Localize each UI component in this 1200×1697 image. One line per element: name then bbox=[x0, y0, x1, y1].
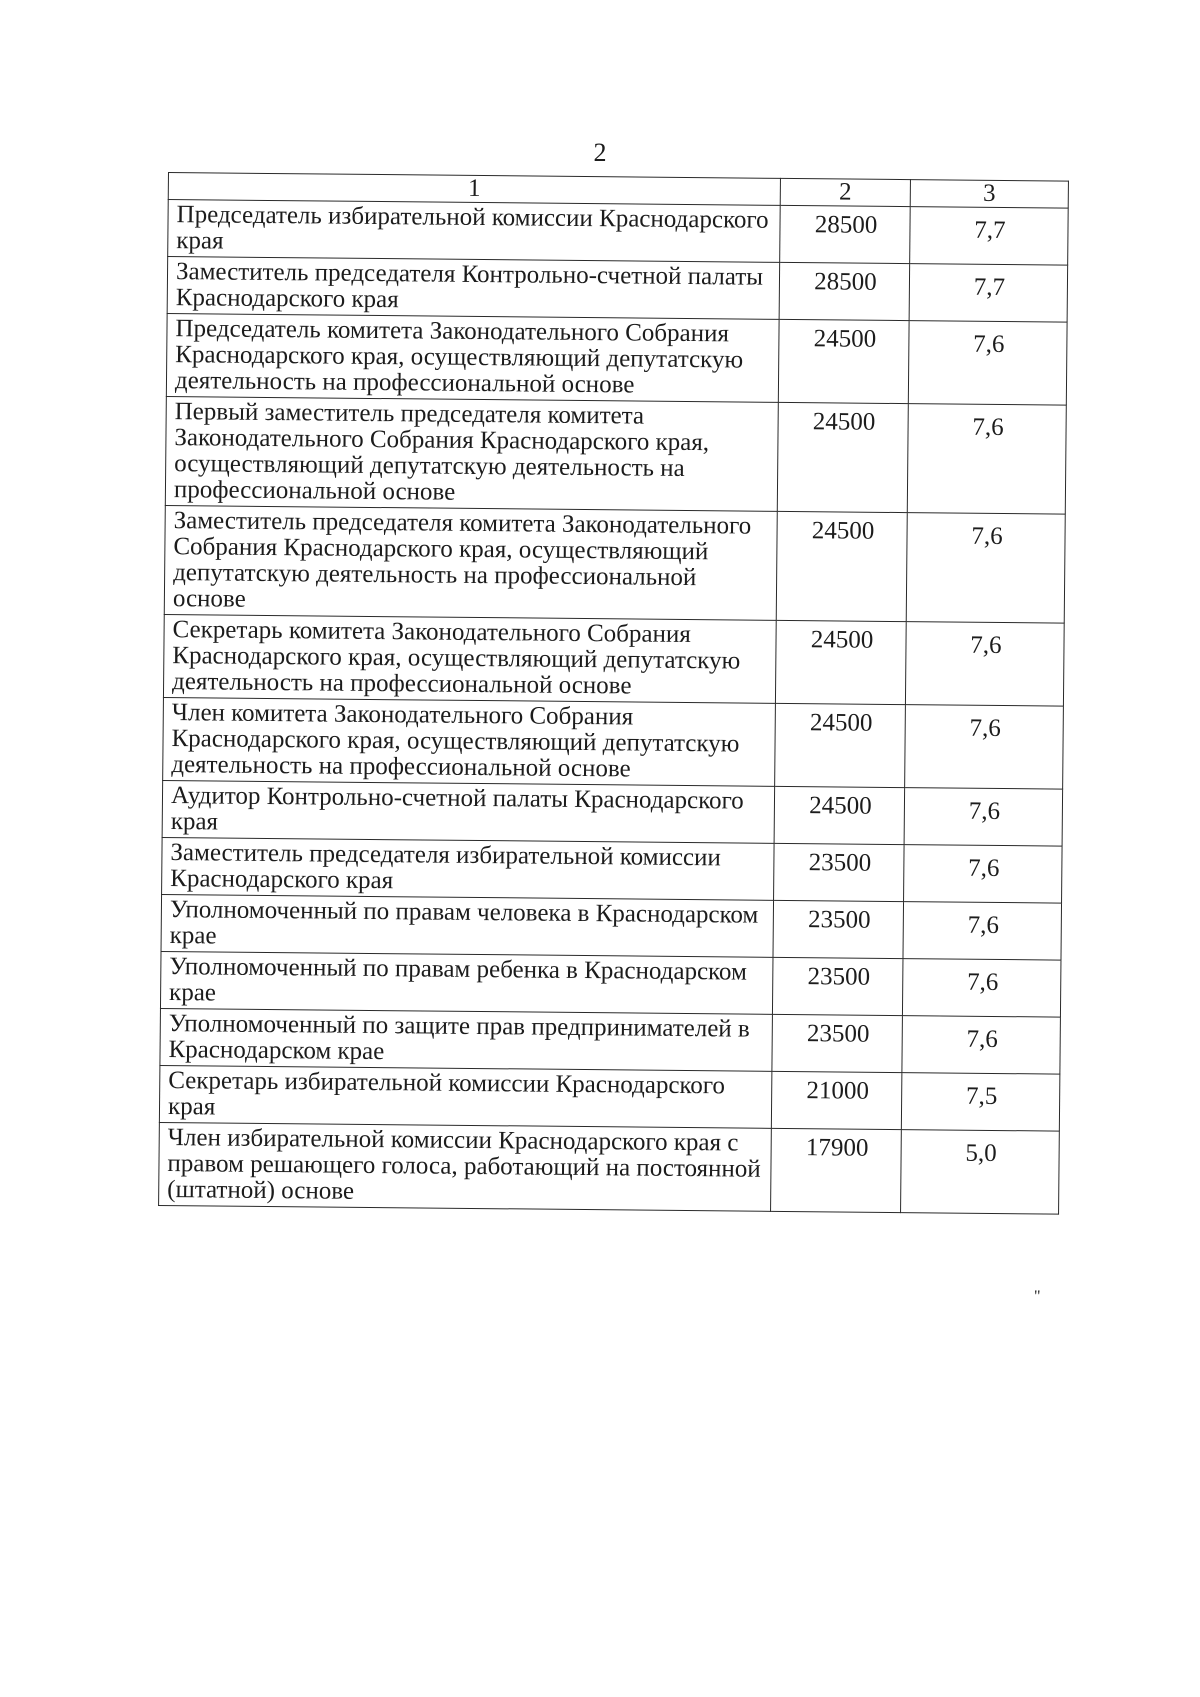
table-row bbox=[166, 313, 1067, 405]
table-row bbox=[165, 396, 1066, 514]
position-cell: Первый заместитель председателя комитета Законодательного Собрания Краснодарского края, осуществляющий депутатскую деятельность на профессиональной основе bbox=[165, 396, 778, 511]
salary-cell: 28500 bbox=[780, 205, 911, 263]
table-row bbox=[167, 257, 1068, 323]
salary-table bbox=[158, 172, 1069, 1215]
table-row bbox=[161, 894, 1062, 960]
salary-cell: 23500 bbox=[774, 843, 905, 901]
salary-cell: 24500 bbox=[775, 620, 906, 704]
coefficient-cell: 7,6 bbox=[904, 845, 1063, 904]
coefficient-cell: 7,6 bbox=[905, 622, 1064, 707]
salary-cell: 24500 bbox=[778, 319, 909, 403]
salary-cell: 24500 bbox=[774, 786, 905, 844]
position-cell: Член комитета Законодательного Собрания Краснодарского края, осуществляющий депутатскую деятельность на профессиональной основе bbox=[163, 697, 776, 786]
table-row bbox=[162, 837, 1063, 903]
table-row bbox=[162, 780, 1063, 846]
position-cell: Секретарь комитета Законодательного Собрания Краснодарского края, осуществляющий депутатскую деятельность на профессиональной основе bbox=[163, 614, 776, 703]
table-row bbox=[159, 1122, 1060, 1214]
column-header-2: 2 bbox=[780, 178, 910, 206]
position-cell: Заместитель председателя комитета Законодательного Собрания Краснодарского края, осуществляющий депутатскую деятельность на профессиональной основе bbox=[164, 505, 777, 620]
coefficient-cell: 7,6 bbox=[906, 513, 1065, 624]
coefficient-cell: 7,6 bbox=[908, 321, 1067, 406]
closing-quote-mark: " bbox=[1034, 1288, 1041, 1305]
coefficient-cell: 7,7 bbox=[910, 207, 1069, 266]
position-cell: Секретарь избирательной комиссии Краснодарского края bbox=[159, 1065, 772, 1128]
table-row bbox=[160, 951, 1061, 1017]
column-header-3: 3 bbox=[910, 180, 1068, 209]
coefficient-cell: 7,6 bbox=[902, 1016, 1061, 1075]
salary-cell: 21000 bbox=[771, 1071, 902, 1129]
position-cell: Член избирательной комиссии Краснодарского края с правом решающего голоса, работающий на постоянной (штатной) основе bbox=[159, 1122, 772, 1211]
page-number: 2 bbox=[593, 138, 607, 167]
table-row bbox=[159, 1065, 1060, 1131]
position-cell: Председатель комитета Законодательного Собрания Краснодарского края, осуществляющий депутатскую деятельность на профессиональной основе bbox=[166, 313, 779, 402]
coefficient-cell: 7,6 bbox=[903, 902, 1062, 961]
salary-cell: 24500 bbox=[775, 703, 906, 787]
salary-cell: 28500 bbox=[779, 262, 910, 320]
salary-cell: 23500 bbox=[773, 900, 904, 958]
table-body bbox=[159, 200, 1069, 1215]
salary-cell: 23500 bbox=[772, 957, 903, 1015]
salary-cell: 24500 bbox=[776, 511, 907, 621]
table-row bbox=[163, 697, 1064, 789]
position-cell: Уполномоченный по защите прав предпринимателей в Краснодарском крае bbox=[160, 1008, 773, 1071]
table-row bbox=[164, 505, 1065, 623]
salary-cell: 23500 bbox=[772, 1014, 903, 1072]
position-cell: Уполномоченный по правам человека в Краснодарском крае bbox=[161, 894, 774, 957]
position-cell: Аудитор Контрольно-счетной палаты Краснодарского края bbox=[162, 780, 775, 843]
position-cell: Заместитель председателя Контрольно-счетной палаты Краснодарского края bbox=[167, 257, 780, 320]
coefficient-cell: 7,6 bbox=[904, 788, 1063, 847]
salary-cell: 17900 bbox=[771, 1128, 902, 1212]
table-row bbox=[160, 1008, 1061, 1074]
position-cell: Заместитель председателя избирательной комиссии Краснодарского края bbox=[162, 837, 775, 900]
position-cell: Председатель избирательной комиссии Краснодарского края bbox=[168, 200, 781, 263]
position-cell: Уполномоченный по правам ребенка в Краснодарском крае bbox=[160, 951, 773, 1014]
column-header-1: 1 bbox=[168, 173, 780, 206]
coefficient-cell: 5,0 bbox=[901, 1130, 1060, 1215]
coefficient-cell: 7,6 bbox=[905, 705, 1064, 790]
table-row bbox=[168, 200, 1069, 266]
coefficient-cell: 7,6 bbox=[907, 404, 1066, 515]
coefficient-cell: 7,6 bbox=[902, 959, 1061, 1018]
table-row bbox=[163, 614, 1064, 706]
coefficient-cell: 7,5 bbox=[901, 1073, 1060, 1132]
coefficient-cell: 7,7 bbox=[909, 264, 1068, 323]
salary-cell: 24500 bbox=[777, 402, 908, 512]
